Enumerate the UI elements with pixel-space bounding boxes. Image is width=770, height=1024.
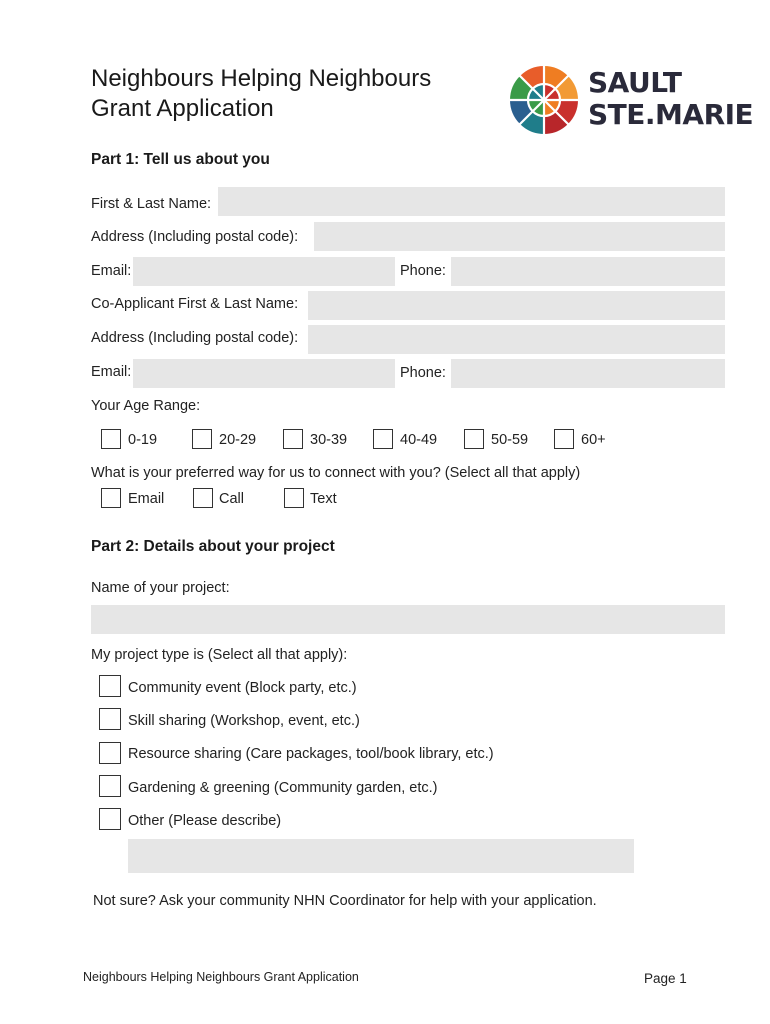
project-type-label-item: Resource sharing (Care packages, tool/book library, etc.): [128, 746, 494, 762]
age-option-label: 60+: [581, 432, 606, 448]
age-option-label: 30-39: [310, 432, 348, 448]
age-checkbox-60-plus[interactable]: [554, 429, 574, 449]
name-label: First & Last Name:: [91, 196, 212, 212]
email-field[interactable]: [133, 257, 395, 286]
age-option-label: 50-59: [491, 432, 529, 448]
project-type-checkbox-community-event[interactable]: [99, 675, 121, 697]
contact-option-label: Text: [310, 491, 337, 507]
title-line-1: Neighbours Helping Neighbours: [91, 65, 432, 92]
coapplicant-email-field[interactable]: [133, 359, 395, 388]
coapplicant-address-field[interactable]: [308, 325, 725, 354]
page-title: [91, 64, 431, 124]
coapplicant-address-label: Address (Including postal code):: [91, 330, 299, 346]
age-checkbox-20-29[interactable]: [192, 429, 212, 449]
contact-checkbox-call[interactable]: [193, 488, 213, 508]
project-name-label: Name of your project:: [91, 580, 230, 596]
name-field[interactable]: [218, 187, 725, 216]
phone-label: Phone:: [400, 263, 446, 279]
project-type-label-item: Community event (Block party, etc.): [128, 680, 357, 696]
email-label: Email:: [91, 263, 132, 279]
project-type-checkbox-gardening[interactable]: [99, 775, 121, 797]
age-range-label: Your Age Range:: [91, 398, 201, 414]
title-line-2: Grant Application: [91, 95, 274, 122]
address-field[interactable]: [314, 222, 725, 251]
address-label: Address (Including postal code):: [91, 229, 299, 245]
project-name-field[interactable]: [91, 605, 725, 634]
help-note: Not sure? Ask your community NHN Coordinator for help with your application.: [93, 893, 597, 909]
footer-page-number: Page 1: [644, 971, 687, 986]
coapplicant-name-label: Co-Applicant First & Last Name:: [91, 296, 299, 312]
age-option-label: 40-49: [400, 432, 438, 448]
logo-text-line-1: SAULT: [588, 66, 682, 99]
other-description-field[interactable]: [128, 839, 634, 873]
age-checkbox-0-19[interactable]: [101, 429, 121, 449]
contact-option-label: Email: [128, 491, 165, 507]
project-type-label-item: Gardening & greening (Community garden, etc.): [128, 780, 438, 796]
age-checkbox-40-49[interactable]: [373, 429, 393, 449]
project-type-checkbox-resource-sharing[interactable]: [99, 742, 121, 764]
coapplicant-email-label: Email:: [91, 364, 132, 380]
contact-question: What is your preferred way for us to connect with you? (Select all that apply): [91, 465, 581, 481]
project-type-label-item: Skill sharing (Workshop, event, etc.): [128, 713, 360, 729]
coapplicant-phone-field[interactable]: [451, 359, 725, 388]
part1-heading: Part 1: Tell us about you: [91, 151, 270, 168]
part2-heading: Part 2: Details about your project: [91, 538, 335, 555]
age-option-label: 20-29: [219, 432, 257, 448]
sunburst-logo-icon: [508, 64, 580, 136]
city-logo: [508, 64, 754, 136]
project-type-label-item: Other (Please describe): [128, 813, 282, 829]
age-checkbox-50-59[interactable]: [464, 429, 484, 449]
project-type-checkbox-other[interactable]: [99, 808, 121, 830]
project-type-label: My project type is (Select all that apply):: [91, 647, 348, 663]
phone-field[interactable]: [451, 257, 725, 286]
coapplicant-phone-label: Phone:: [400, 365, 446, 381]
contact-checkbox-text[interactable]: [284, 488, 304, 508]
logo-text-line-2: STE.MARIE: [588, 98, 754, 131]
age-option-label: 0-19: [128, 432, 158, 448]
footer-doc-name: Neighbours Helping Neighbours Grant Application: [83, 970, 359, 984]
contact-checkbox-email[interactable]: [101, 488, 121, 508]
project-type-checkbox-skill-sharing[interactable]: [99, 708, 121, 730]
coapplicant-name-field[interactable]: [308, 291, 725, 320]
age-checkbox-30-39[interactable]: [283, 429, 303, 449]
contact-option-label: Call: [219, 491, 244, 507]
